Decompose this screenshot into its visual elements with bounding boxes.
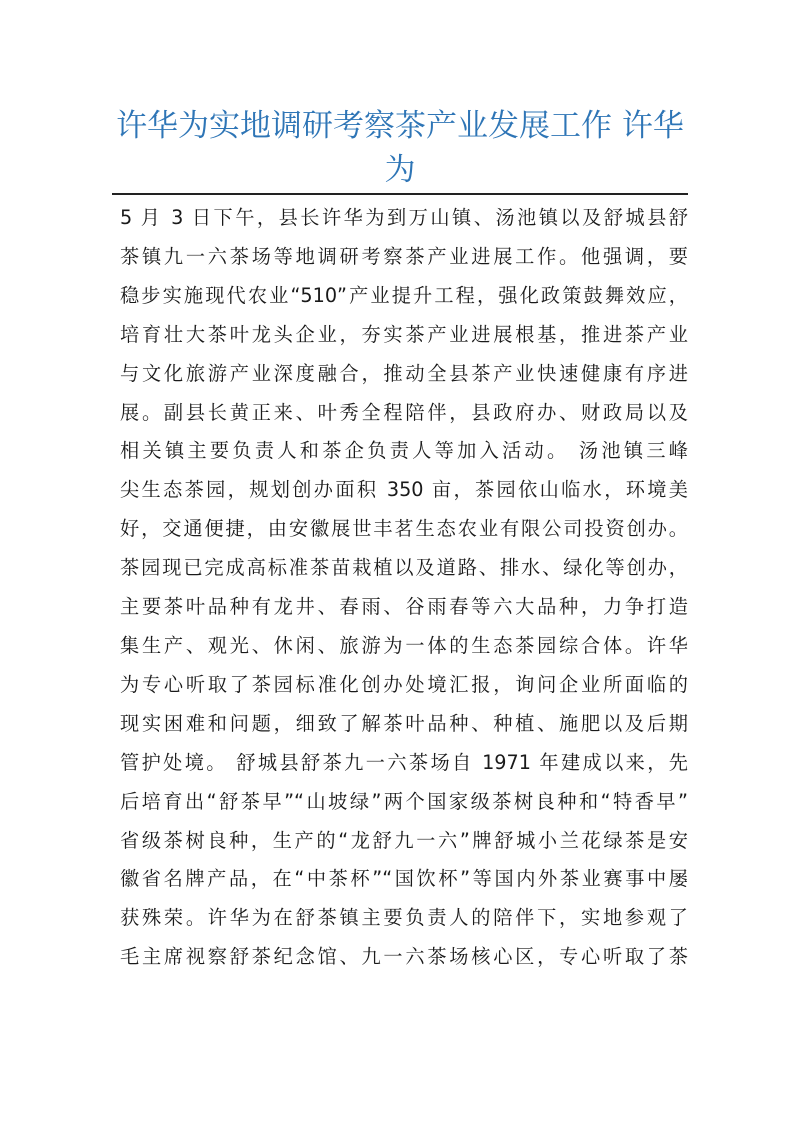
body-line: 茶镇九一六茶场等地调研考察茶产业进展工作。他强调，要 (120, 244, 688, 268)
body-line: 稳步实施现代农业“510”产业提升工程，强化政策鼓舞效应， (120, 283, 688, 307)
body-line: 尖生态茶园，规划创办面积 350 亩，茶园依山临水，环境美 (120, 478, 688, 502)
title-line-1: 许华为实地调研考察茶产业发展工作 许华 (116, 108, 684, 144)
body-line: 主要茶叶品种有龙井、春雨、谷雨春等六大品种，力争打造 (120, 595, 688, 619)
body-line: 管护处境。 舒城县舒茶九一六茶场自 1971 年建成以来，先 (120, 750, 688, 774)
body-line: 展。副县长黄正来、叶秀全程陪伴，县政府办、财政局以及 (120, 400, 688, 424)
body-line: 毛主席视察舒茶纪念馆、九一六茶场核心区，专心听取了茶 (120, 945, 688, 969)
body-line: 培育壮大茶叶龙头企业，夯实茶产业进展根基，推进茶产业 (120, 322, 688, 346)
body-line: 现实困难和问题，细致了解茶叶品种、种植、施肥以及后期 (120, 711, 688, 735)
body-line: 为专心听取了茶园标准化创办处境汇报，询问企业所面临的 (120, 672, 688, 696)
body-line: 集生产、观光、休闲、旅游为一体的生态茶园综合体。许华 (120, 633, 688, 657)
body-line: 茶园现已完成高标准茶苗栽植以及道路、排水、绿化等创办， (120, 556, 688, 580)
article-body (120, 199, 688, 977)
document-title (112, 104, 688, 192)
body-line: 省级茶树良种，生产的“龙舒九一六”牌舒城小兰花绿茶是安 (120, 828, 688, 852)
title-divider (112, 193, 688, 195)
body-line: 与文化旅游产业深度融合，推动全县茶产业快速健康有序进 (120, 361, 688, 385)
body-line: 徽省名牌产品，在“中茶杯”“国饮杯”等国内外茶业赛事中屡 (120, 867, 688, 891)
body-line: 后培育出“舒茶早”“山坡绿”两个国家级茶树良种和“特香早” (120, 789, 688, 813)
body-line: 好，交通便捷，由安徽展世丰茗生态农业有限公司投资创办。 (120, 517, 688, 541)
body-line: 相关镇主要负责人和茶企负责人等加入活动。 汤池镇三峰 (120, 439, 688, 463)
title-line-2: 为 (384, 152, 416, 188)
body-line: 获殊荣。许华为在舒茶镇主要负责人的陪伴下，实地参观了 (120, 906, 688, 930)
body-line: 5 月 3 日下午，县长许华为到万山镇、汤池镇以及舒城县舒 (120, 206, 688, 229)
